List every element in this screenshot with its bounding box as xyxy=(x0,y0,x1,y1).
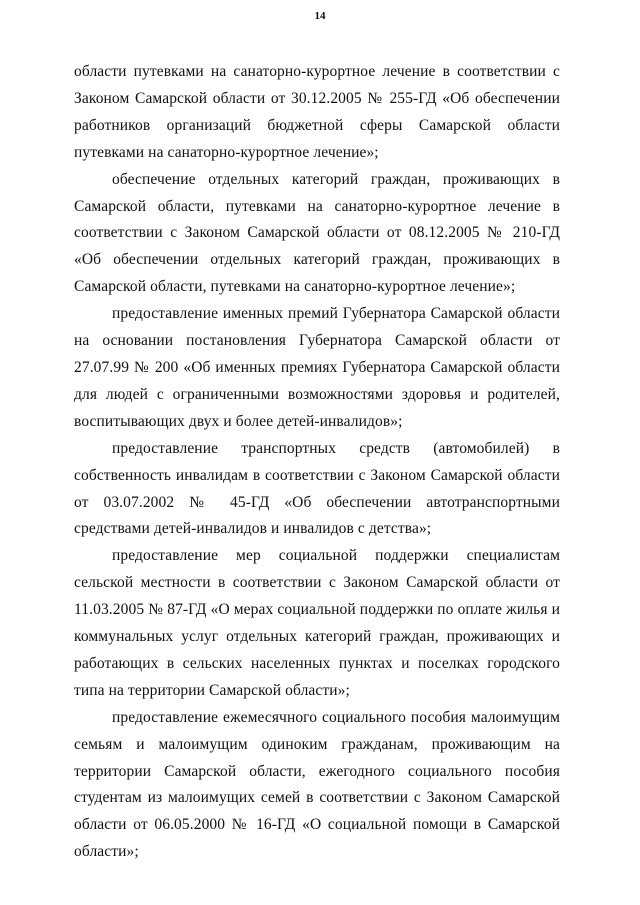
document-body xyxy=(74,59,560,866)
page-number: 14 xyxy=(314,10,326,22)
paragraph-social-benefits: предоставление ежемесячного социального пособия малоимущим семьям и малоимущим одиноким гражданам, проживающим на территории Самарской области, ежегодного социального пособия студентам из малоимущих семей в соответствии с Законом Самарской области от 06.05.2000 № 16-ГД «О социальной помощи в Самарской области»; xyxy=(74,708,560,861)
paragraph-sanatorium-vouchers: обеспечение отдельных категорий граждан, проживающих в Самарской области, путевками на санаторно-курортное лечение в соответствии с Законом Самарской области от 08.12.2005 № 210-ГД «Об обеспечении отдельных категорий граждан, проживающих в Самарской области, путевками на санаторно-курортное лечение»; xyxy=(74,170,560,296)
paragraph-continuation: области путевками на санаторно-курортное лечение в соответствии с Законом Самарской области от 30.12.2005 № 255-ГД «Об обеспечении работников организаций бюджетной сферы Самарской области путевками на санаторно-курортное лечение»; xyxy=(74,63,560,161)
paragraph-governor-awards: предоставление именных премий Губернатора Самарской области на основании постановления Губернатора Самарской области от 27.07.99 № 200 «Об именных премиях Губернатора Самарской области для людей с ограниченными возможностями здоровья и родителей, воспитывающих двух и более детей-инвалидов»; xyxy=(74,305,560,430)
paragraph-vehicles: предоставление транспортных средств (автомобилей) в собственность инвалидам в соответствии с Законом Самарской области от 03.07.2002 № 45-ГД «Об обеспечении автотранспортными средствами детей-инвалидов и инвалидов с детства»; xyxy=(74,439,560,538)
paragraph-rural-specialists: предоставление мер социальной поддержки специалистам сельской местности в соответствии с Законом Самарской области от 11.03.2005 № 87-ГД «О мерах социальной поддержки по оплате жилья и коммунальных услуг отдельных категорий граждан, проживающих и работающих в сельских населенных пунктах и поселках городского типа на территории Самарской области»; xyxy=(74,547,560,699)
